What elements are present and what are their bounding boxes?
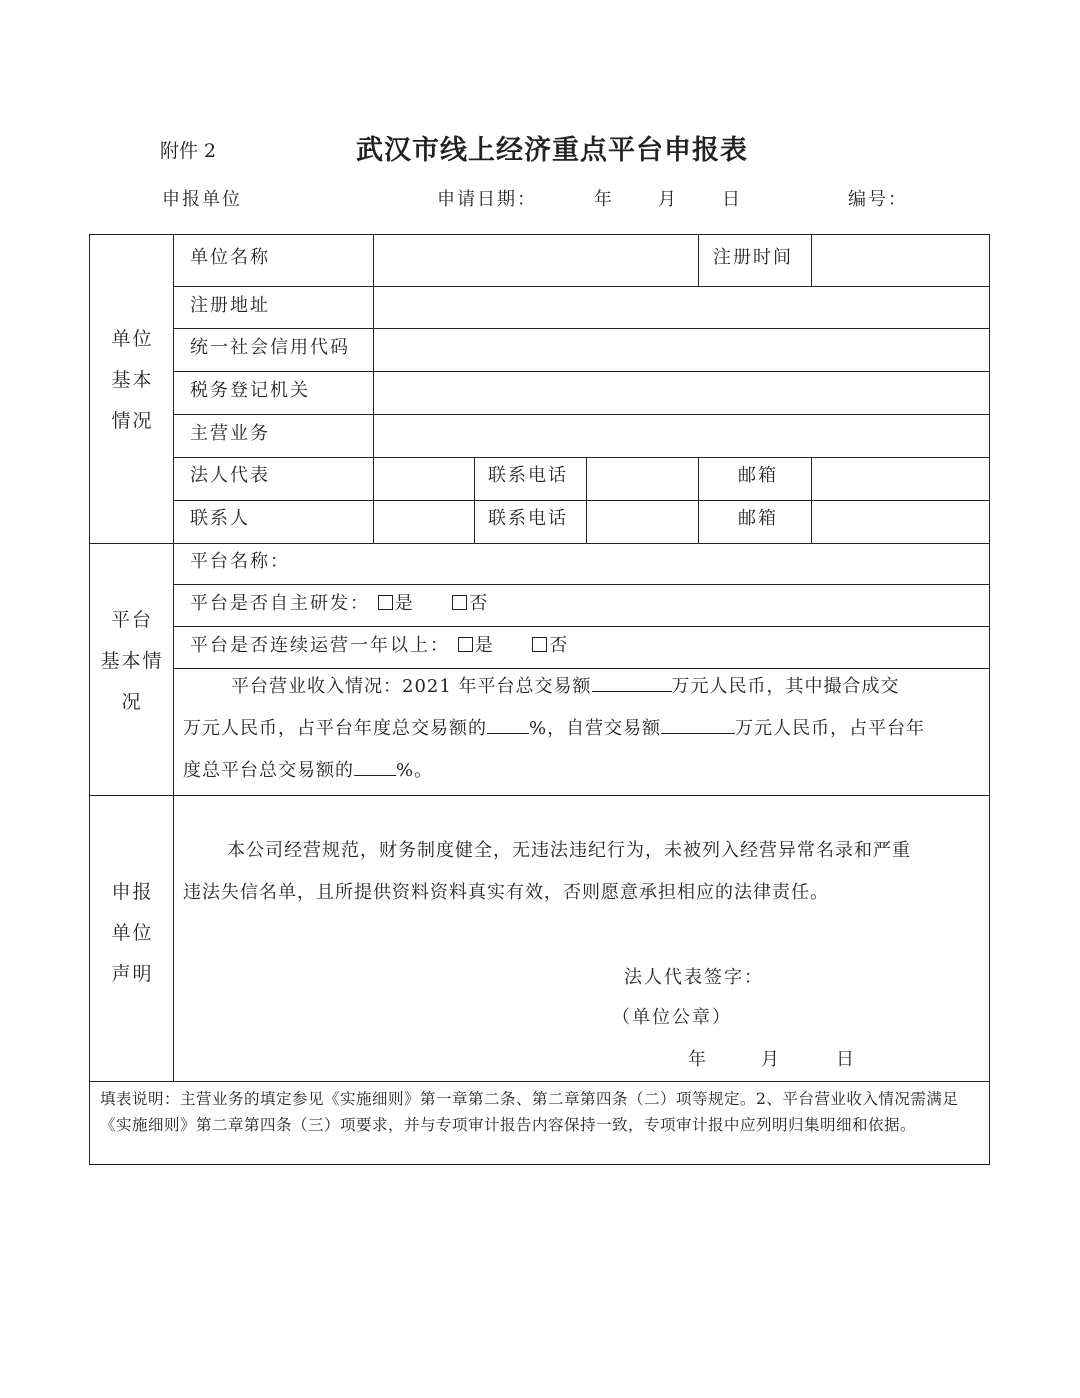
- continuous-yes-checkbox[interactable]: [458, 637, 473, 652]
- reg-address-field[interactable]: [374, 287, 988, 328]
- section-divider: [89, 543, 990, 544]
- column-divider: [173, 234, 174, 1081]
- self-volume-blank[interactable]: [661, 715, 735, 734]
- page-title: 武汉市线上经济重点平台申报表: [356, 135, 748, 166]
- matching-share-blank[interactable]: [487, 715, 529, 734]
- contact-phone-field[interactable]: [587, 501, 698, 543]
- section-title-platform-info: 平台 基本情 况: [100, 609, 164, 713]
- credit-code-label: 统一社会信用代码: [190, 337, 350, 358]
- legal-rep-email-field[interactable]: [812, 458, 988, 500]
- reg-address-label: 注册地址: [190, 295, 270, 316]
- column-divider: [698, 234, 699, 286]
- contact-email-field[interactable]: [812, 501, 988, 543]
- self-dev-yes-checkbox[interactable]: [378, 595, 393, 610]
- self-dev-label: 平台是否自主研发：: [190, 593, 370, 614]
- date-label: 申请日期：: [437, 189, 537, 210]
- self-dev-no-label: 否: [469, 593, 490, 614]
- date-year: 年: [594, 189, 614, 210]
- section-title-basic-info: 单位 基本 情况: [111, 328, 154, 432]
- legal-rep-email-label: 邮箱: [738, 465, 778, 486]
- continuous-row: [190, 631, 569, 657]
- platform-name-label: 平台名称：: [190, 551, 290, 572]
- sign-day: 日: [836, 1049, 856, 1070]
- filling-instructions: 填表说明：主营业务的填定参见《实施细则》第一章第二条、第二章第四条（二）项等规定。2、平台营业收入情况需满足《实施细则》第二章第四条（三）项要求，并与专项审计报告内容保持一致，专项审计报中应列明归集明细和依据。: [100, 1090, 959, 1134]
- column-divider: [698, 457, 699, 543]
- signature-label: 法人代表签字：: [624, 967, 764, 988]
- contact-phone-label: 联系电话: [488, 508, 568, 529]
- row-divider: [173, 584, 990, 585]
- self-share-blank[interactable]: [354, 757, 396, 776]
- legal-rep-label: 法人代表: [190, 465, 270, 486]
- legal-rep-field[interactable]: [374, 458, 474, 500]
- continuous-yes-label: 是: [474, 635, 495, 656]
- reg-time-label: 注册时间: [713, 247, 793, 268]
- legal-rep-phone-field[interactable]: [587, 458, 698, 500]
- declaration-text: 本公司经营规范，财务制度健全，无违法违纪行为，未被列入经营异常名录和严重 违法失信名单，且所提供资料资料真实有效，否则愿意承担相应的法律责任。: [183, 840, 911, 903]
- section-divider: [89, 795, 990, 796]
- section-divider: [89, 1081, 990, 1082]
- contact-email-label: 邮箱: [738, 508, 778, 529]
- date-month: 月: [658, 189, 678, 210]
- total-volume-blank[interactable]: [592, 673, 672, 692]
- sign-year: 年: [688, 1049, 708, 1070]
- main-business-field[interactable]: [374, 415, 988, 457]
- sign-month: 月: [761, 1049, 781, 1070]
- self-dev-row: [190, 589, 489, 615]
- continuous-no-label: 否: [549, 635, 570, 656]
- seal-label: （单位公章）: [612, 1007, 732, 1028]
- contact-field[interactable]: [374, 501, 474, 543]
- contact-label: 联系人: [190, 508, 250, 529]
- self-dev-yes-label: 是: [394, 593, 415, 614]
- tax-office-label: 税务登记机关: [190, 380, 310, 401]
- credit-code-field[interactable]: [374, 329, 988, 371]
- reg-time-field[interactable]: [812, 236, 988, 286]
- section-title-declaration: 申报 单位 声明: [111, 881, 154, 985]
- column-divider: [474, 457, 475, 543]
- tax-office-field[interactable]: [374, 372, 988, 414]
- continuous-label: 平台是否连续运营一年以上：: [190, 635, 450, 656]
- self-dev-no-checkbox[interactable]: [452, 595, 467, 610]
- main-business-label: 主营业务: [190, 423, 270, 444]
- row-divider: [173, 626, 990, 627]
- revenue-paragraph: 平台营业收入情况：2021 年平台总交易额 万元人民币，其中撮合成交 万元人民币，占平台年度总交易额的 %，自营交易额 万元人民币，占平台年 度总平台总交易额的 %。: [183, 666, 983, 792]
- legal-rep-phone-label: 联系电话: [488, 465, 568, 486]
- date-day: 日: [722, 189, 742, 210]
- unit-name-field[interactable]: [374, 236, 697, 286]
- number-label: 编号：: [848, 189, 908, 210]
- applicant-label: 申报单位: [162, 189, 242, 210]
- continuous-no-checkbox[interactable]: [532, 637, 547, 652]
- unit-name-label: 单位名称: [190, 247, 270, 268]
- attachment-label: 附件 2: [160, 140, 217, 162]
